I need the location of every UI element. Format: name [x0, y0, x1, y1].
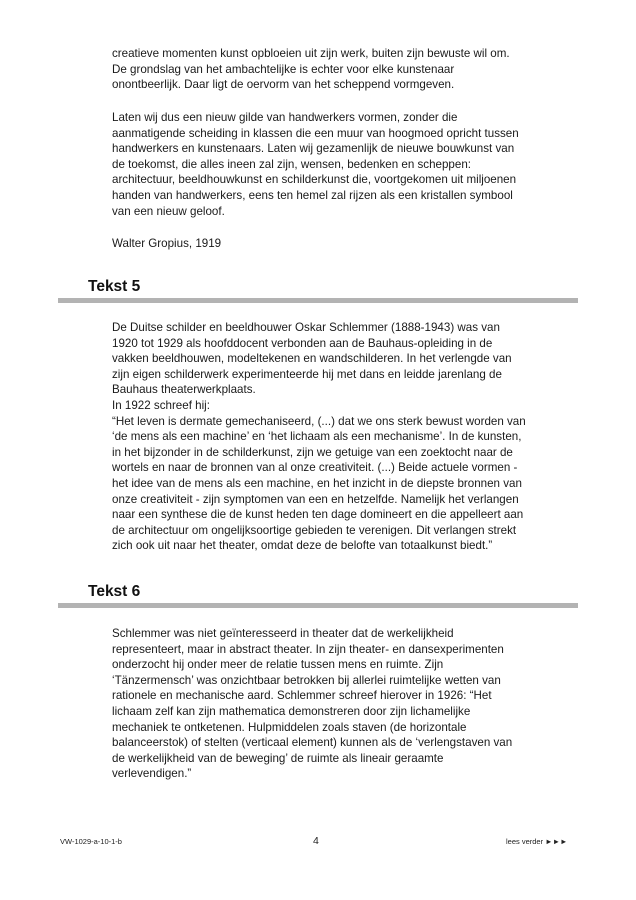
text-line: creatieve momenten kunst opbloeien uit zijn werk, buiten zijn bewuste wil om. [112, 47, 510, 60]
text-line: De grondslag van het ambachtelijke is echter voor elke kunstenaar [112, 62, 455, 76]
text-line: lichaam zelf kan zijn mathematica demonstreren door zijn lichamelijke [112, 704, 471, 718]
text-line: mechaniek te ontketenen. Hulpmiddelen zoals staven (de horizontale [112, 720, 467, 734]
text-line: ‘Tänzermensch’ was onzichtbaar betrokken bij allerlei ruimtelijke wetten van [112, 673, 501, 687]
text-line: handen van handwerkers, eens ten hemel zal rijzen als een kristallen symbool [112, 188, 513, 202]
section-heading-tekst-6: Tekst 6 [88, 583, 141, 600]
text-line: rationele en mechanische aard. Schlemmer schreef hierover in 1926: “Het [112, 689, 492, 703]
text-line: “Het leven is dermate gemechaniseerd, (...) dat we ons sterk bewust worden van [112, 414, 526, 428]
text-line: zich ook uit naar het theater, omdat deze de belofte van totaalkunst biedt.” [112, 539, 493, 553]
text-line: in het bijzonder in de schilderkunst, zijn we getuige van een zoektocht naar de [112, 445, 513, 459]
text-line: ‘de mens als een machine’ en ‘het lichaam als een mechanisme’. In de kunsten, [112, 430, 522, 444]
text-line: de toekomst, die alles ineen zal zijn, wensen, bedenken en scheppen: [112, 157, 471, 171]
text-line: verlevendigen.” [112, 767, 192, 781]
text-line: Laten wij dus een nieuw gilde van handwerkers vormen, zonder die [112, 111, 458, 124]
text-line: handwerkers en kunstenaars. Laten wij gezamenlijk de nieuwe bouwkunst van [112, 142, 515, 156]
text-line: de architectuur om ongelijksoortige gebieden te verenigen. Dit verlangen strekt [112, 523, 517, 537]
text-line: zijn eigen schilderwerk experimenteerde hij met dans en leidde jarenlang de [112, 367, 502, 381]
text-line: de werkelijkheid van de beweging’ de ruimte als lineair geraamte [112, 751, 444, 765]
text-line: vakken beeldhouwen, modeltekenen en wandschilderen. In het verlengde van [112, 352, 512, 366]
attribution-text: Walter Gropius, 1919 [112, 237, 222, 250]
exam-code: VW-1029-a-10-1-b [60, 837, 122, 846]
page-number: 4 [313, 835, 319, 847]
text-line: wortels en naar de bronnen van al onze creativiteit. (...) Beide actuele vormen - [112, 461, 518, 475]
text-line: van een nieuw geloof. [112, 204, 225, 218]
text-line: representeert, maar in abstract theater. In zijn theater- en dansexperimenten [112, 642, 504, 656]
continue-label: lees verder ►►► [506, 837, 568, 846]
text-line: Bauhaus theaterwerkplaats. [112, 383, 256, 397]
section-divider [58, 298, 578, 303]
text-line: het idee van de mens als een machine, en het inzicht in de diepste bronnen van [112, 476, 522, 490]
text-line: onontbeerlijk. Daar ligt de oervorm van het scheppend vormgeven. [112, 78, 455, 92]
text-line: balanceerstok) of stelten (verticaal element) kunnen als de ‘verlengstaven van [112, 736, 513, 750]
gilde-paragraph [112, 110, 582, 219]
text-line: Schlemmer was niet geïnteresseerd in theater dat de werkelijkheid [112, 627, 454, 640]
intro-paragraph [112, 46, 582, 93]
attribution [112, 236, 582, 252]
text-line: onderzocht hij onder meer de relatie tussen mens en ruimte. Zijn [112, 658, 444, 672]
text-line: onze creativiteit - zijn symptomen van een en hetzelfde. Namelijk het verlangen [112, 492, 519, 506]
text-line: aanmatigende scheiding in klassen die een muur van hoogmoed opricht tussen [112, 126, 519, 140]
text-line: 1920 tot 1929 als hoofddocent verbonden aan de Bauhaus-opleiding in de [112, 336, 493, 350]
text-line: De Duitse schilder en beeldhouwer Oskar Schlemmer (1888-1943) was van [112, 321, 500, 334]
tekst6-paragraph [112, 626, 582, 782]
tekst5-paragraph [112, 320, 582, 554]
text-line: architectuur, beeldhouwkunst en schilderkunst die, voortgekomen uit miljoenen [112, 173, 517, 187]
text-line: In 1922 schreef hij: [112, 398, 210, 412]
section-heading-tekst-5: Tekst 5 [88, 278, 141, 295]
section-divider [58, 603, 578, 608]
text-line: naar een synthese die de kunst heden ten dage domineert en die appelleert aan [112, 508, 524, 522]
